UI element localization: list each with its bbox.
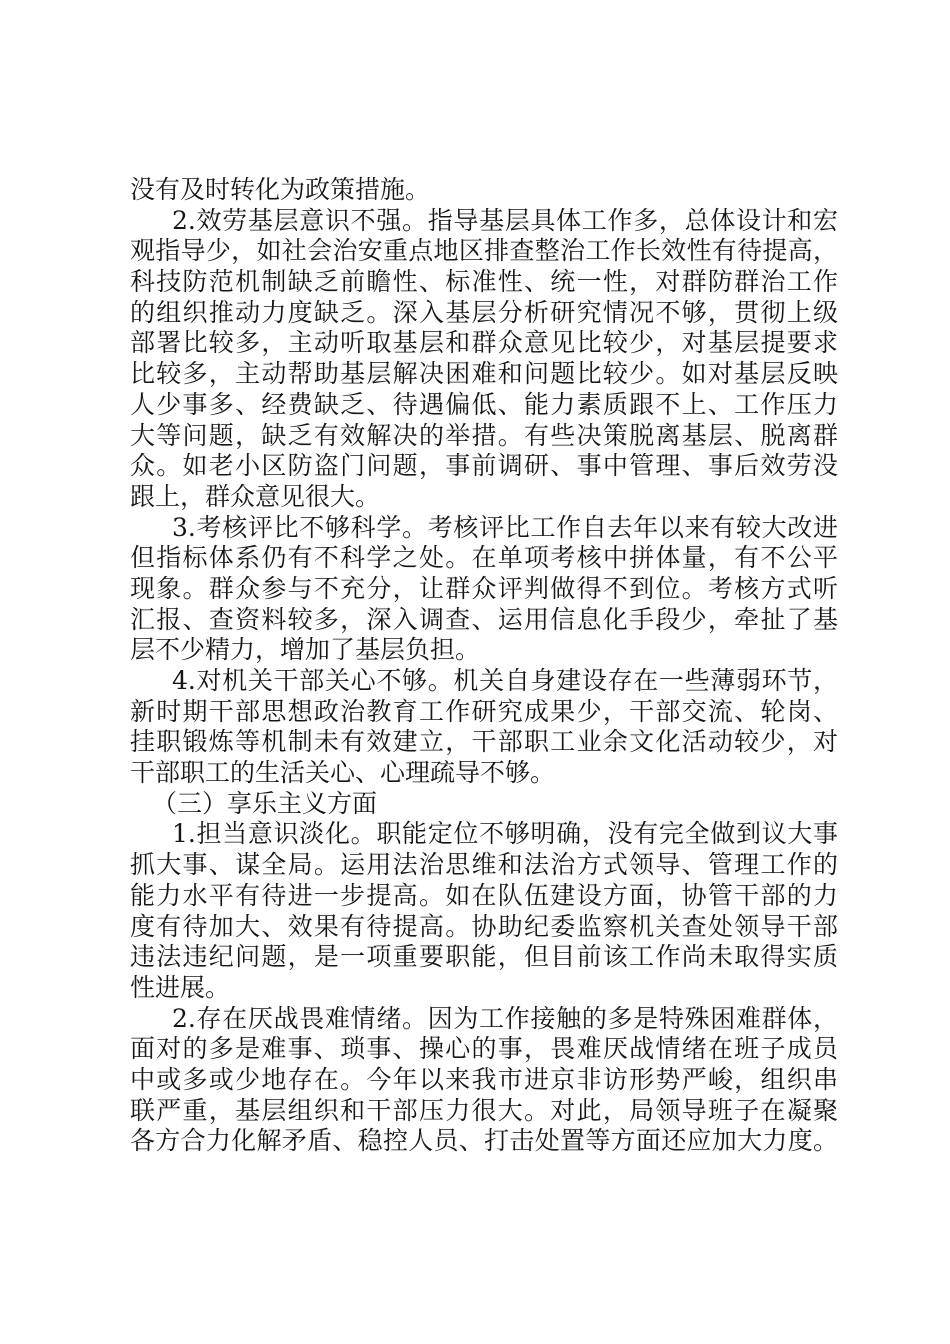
text-line: 科技防范机制缺乏前瞻性、标准性、统一性，对群防群治工作 xyxy=(130,267,838,297)
text-line: 层不少精力，增加了基层负担。 xyxy=(130,635,481,665)
text-line: 违法违纪问题，是一项重要职能，但目前该工作尚未取得实质 xyxy=(130,942,838,972)
text-line: 部署比较多，主动听取基层和群众意见比较少，对基层提要求 xyxy=(130,328,838,358)
text-line: 各方合力化解矛盾、稳控人员、打击处置等方面还应加大力度。 xyxy=(130,1126,838,1156)
text-line: 比较多，主动帮助基层解决困难和问题比较少。如对基层反映 xyxy=(130,359,838,389)
text-line: 跟上，群众意见很大。 xyxy=(130,481,381,511)
text-line: 干部职工的生活关心、心理疏导不够。 xyxy=(130,758,556,788)
text-line: 新时期干部思想政治教育工作研究成果少，干部交流、轮岗、 xyxy=(130,696,838,726)
text-line: 汇报、查资料较多，深入调查、运用信息化手段少，牵扯了基 xyxy=(130,604,838,634)
text-line: 抓大事、谋全局。运用法治思维和法治方式领导、管理工作的 xyxy=(130,850,838,880)
text-line: 但指标体系仍有不科学之处。在单项考核中拼体量，有不公平 xyxy=(130,543,838,573)
text-line: 联严重，基层组织和干部压力很大。对此，局领导班子在凝聚 xyxy=(130,1095,838,1125)
text-line: 度有待加大、效果有待提高。协助纪委监察机关查处领导干部 xyxy=(130,911,838,941)
text-line: 观指导少，如社会治安重点地区排查整治工作长效性有待提高， xyxy=(130,236,838,266)
text-line: 大等问题，缺乏有效解决的举措。有些决策脱离基层、脱离群 xyxy=(130,420,838,450)
item-heading-line: 4.对机关干部关心不够。机关自身建设存在一些薄弱环节， xyxy=(172,666,838,695)
item-heading-line: 1.担当意识淡化。职能定位不够明确，没有完全做到议大事 xyxy=(172,819,838,849)
item-heading-line: 2.存在厌战畏难情绪。因为工作接触的多是特殊困难群体， xyxy=(172,1003,838,1033)
text-line: 能力水平有待进一步提高。如在队伍建设方面，协管干部的力 xyxy=(130,880,838,910)
item-heading-line: 2.效劳基层意识不强。指导基层具体工作多，总体设计和宏 xyxy=(172,205,838,235)
text-line: 面对的多是难事、琐事、操心的事，畏难厌战情绪在班子成员 xyxy=(130,1034,838,1064)
text-line: 性进展。 xyxy=(130,972,231,1002)
text-line: 挂职锻炼等机制未有效建立，干部职工业余文化活动较少，对 xyxy=(130,727,838,757)
text-line: 众。如老小区防盗门问题，事前调研、事中管理、事后效劳没 xyxy=(130,451,838,481)
item-heading-line: 3.考核评比不够科学。考核评比工作自去年以来有较大改进 xyxy=(172,512,838,542)
body-text xyxy=(130,175,838,1157)
text-line: 中或多或少地存在。今年以来我市进京非访形势严峻，组织串 xyxy=(130,1064,838,1094)
section-heading: （三）享乐主义方面 xyxy=(152,788,378,818)
text-line: 没有及时转化为政策措施。 xyxy=(130,175,431,204)
text-line: 人少事多、经费缺乏、待遇偏低、能力素质跟不上、工作压力 xyxy=(130,389,838,419)
text-line: 现象。群众参与不充分，让群众评判做得不到位。考核方式听 xyxy=(130,573,838,603)
text-line: 的组织推动力度缺乏。深入基层分析研究情况不够，贯彻上级 xyxy=(130,297,838,327)
